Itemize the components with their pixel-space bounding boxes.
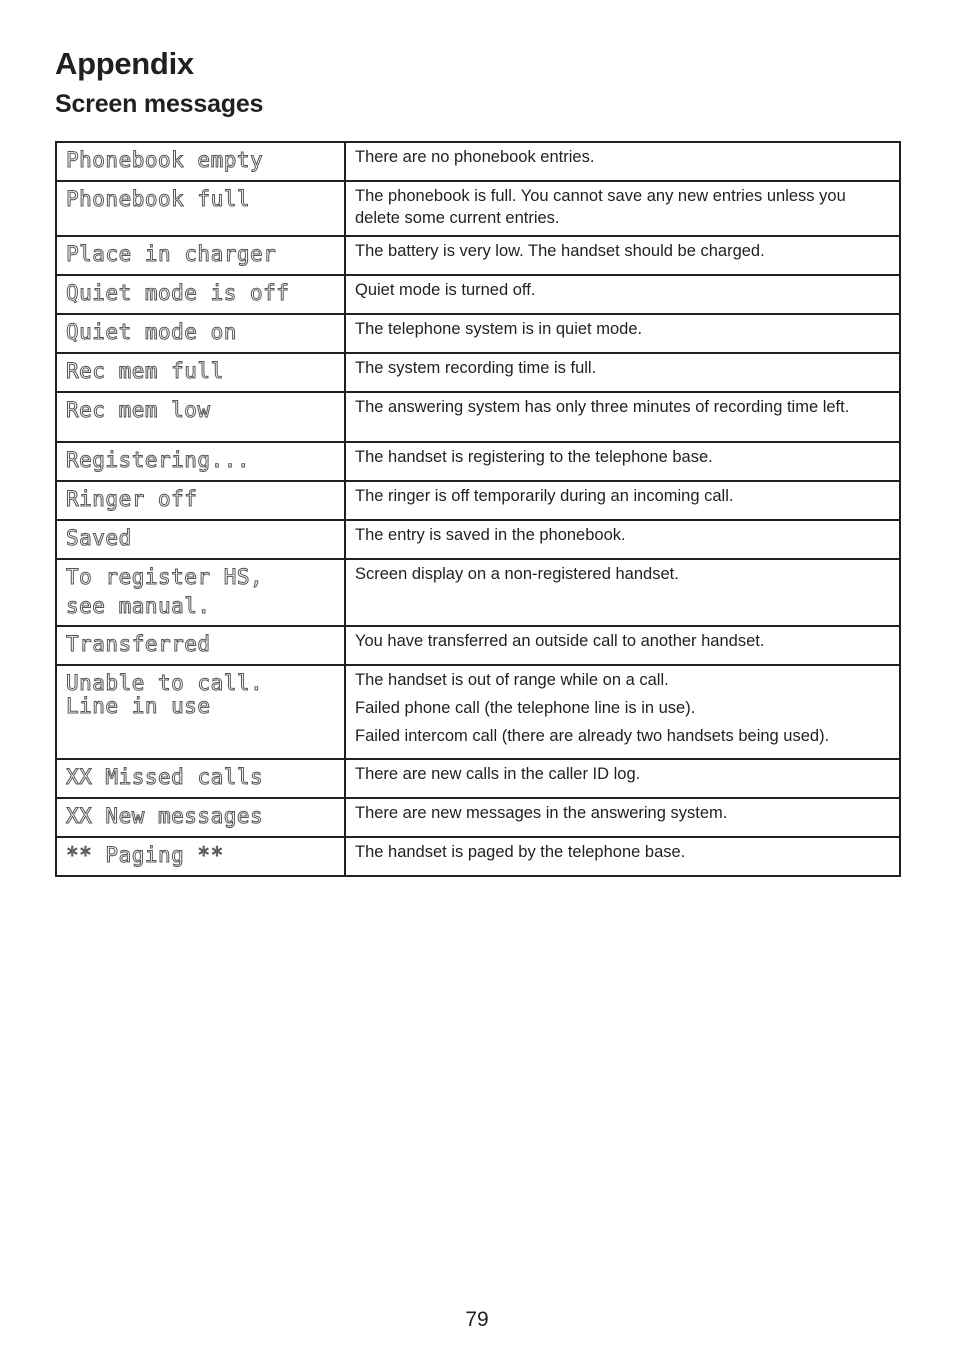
- display-message-cell: [56, 275, 345, 314]
- display-message-cell: [56, 665, 345, 759]
- display-message: Rec mem low: [66, 398, 211, 422]
- description-cell: [345, 181, 900, 236]
- table-row: [56, 481, 900, 520]
- table-row: [56, 181, 900, 236]
- table-row: [56, 798, 900, 837]
- description-text: The ringer is off temporarily during an incoming call.: [355, 487, 734, 505]
- description-cell: [345, 759, 900, 798]
- description-text: The handset is registering to the telephone base.: [355, 448, 713, 466]
- display-message: Ringer off: [66, 487, 198, 511]
- description-text: The handset is out of range while on a call.: [355, 671, 669, 689]
- display-message-cell: [56, 837, 345, 876]
- display-message-cell: [56, 481, 345, 520]
- table-row: [56, 353, 900, 392]
- table-row: [56, 314, 900, 353]
- table-row: [56, 520, 900, 559]
- display-message: XX New messages: [66, 804, 264, 828]
- screen-messages-table: [55, 141, 901, 877]
- description-cell: [345, 520, 900, 559]
- display-message: Phonebook full: [66, 187, 251, 211]
- table-row: [56, 236, 900, 275]
- display-message-cell: [56, 181, 345, 236]
- description-text: The answering system has only three minutes of recording time left.: [355, 398, 850, 416]
- description-text: There are no phonebook entries.: [355, 148, 595, 166]
- table-row: [56, 665, 900, 759]
- description-cell: [345, 559, 900, 626]
- display-message: Place in charger: [66, 242, 277, 266]
- display-message: see manual.: [66, 594, 211, 618]
- display-message: Line in use: [66, 694, 211, 718]
- table-row: [56, 442, 900, 481]
- description-text: Screen display on a non-registered handset.: [355, 565, 679, 583]
- table-row: [56, 392, 900, 442]
- display-message: XX Missed calls: [66, 765, 264, 789]
- display-message: Registering...: [66, 448, 251, 472]
- description-text: Failed phone call (the telephone line is in use).: [355, 699, 696, 717]
- table-row: [56, 626, 900, 665]
- description-cell: [345, 837, 900, 876]
- description-cell: [345, 353, 900, 392]
- description-text: There are new calls in the caller ID log.: [355, 765, 641, 783]
- display-message-cell: [56, 314, 345, 353]
- table-row: [56, 837, 900, 876]
- description-cell: [345, 392, 900, 442]
- description-text: The phonebook is full. You cannot save any new entries unless you delete some current entries.: [355, 187, 846, 227]
- display-message: Unable to call.: [66, 671, 264, 695]
- description-text: Failed intercom call (there are already two handsets being used).: [355, 727, 830, 745]
- display-message: Rec mem full: [66, 359, 224, 383]
- description-text: The system recording time is full.: [355, 359, 597, 377]
- description-text: The entry is saved in the phonebook.: [355, 526, 626, 544]
- description-cell: [345, 314, 900, 353]
- display-message: Saved: [66, 526, 132, 550]
- description-text: You have transferred an outside call to another handset.: [355, 632, 765, 650]
- display-message: To register HS,: [66, 565, 264, 589]
- section-title: Screen messages: [55, 90, 264, 118]
- display-message: Transferred: [66, 632, 211, 656]
- page-title: Appendix: [55, 46, 194, 81]
- display-message-cell: [56, 759, 345, 798]
- display-message-cell: [56, 392, 345, 442]
- display-message-cell: [56, 236, 345, 275]
- display-message-cell: [56, 142, 345, 181]
- description-cell: [345, 142, 900, 181]
- display-message: ** Paging **: [66, 843, 224, 867]
- description-cell: [345, 798, 900, 837]
- display-message-cell: [56, 520, 345, 559]
- description-cell: [345, 665, 900, 759]
- description-cell: [345, 626, 900, 665]
- page-number: 79: [465, 1308, 489, 1331]
- display-message-cell: [56, 353, 345, 392]
- description-text: There are new messages in the answering system.: [355, 804, 728, 822]
- description-text: The telephone system is in quiet mode.: [355, 320, 643, 338]
- display-message: Quiet mode on: [66, 320, 237, 344]
- display-message-cell: [56, 798, 345, 837]
- table-row: [56, 759, 900, 798]
- display-message: Phonebook empty: [66, 148, 264, 172]
- description-cell: [345, 481, 900, 520]
- display-message-cell: [56, 626, 345, 665]
- display-message: Quiet mode is off: [66, 281, 290, 305]
- description-text: The handset is paged by the telephone base.: [355, 843, 686, 861]
- table-row: [56, 559, 900, 626]
- display-message-cell: [56, 442, 345, 481]
- description-cell: [345, 236, 900, 275]
- display-message-cell: [56, 559, 345, 626]
- description-cell: [345, 442, 900, 481]
- description-text: Quiet mode is turned off.: [355, 281, 536, 299]
- table-row: [56, 275, 900, 314]
- description-cell: [345, 275, 900, 314]
- description-text: The battery is very low. The handset should be charged.: [355, 242, 765, 260]
- table-row: [56, 142, 900, 181]
